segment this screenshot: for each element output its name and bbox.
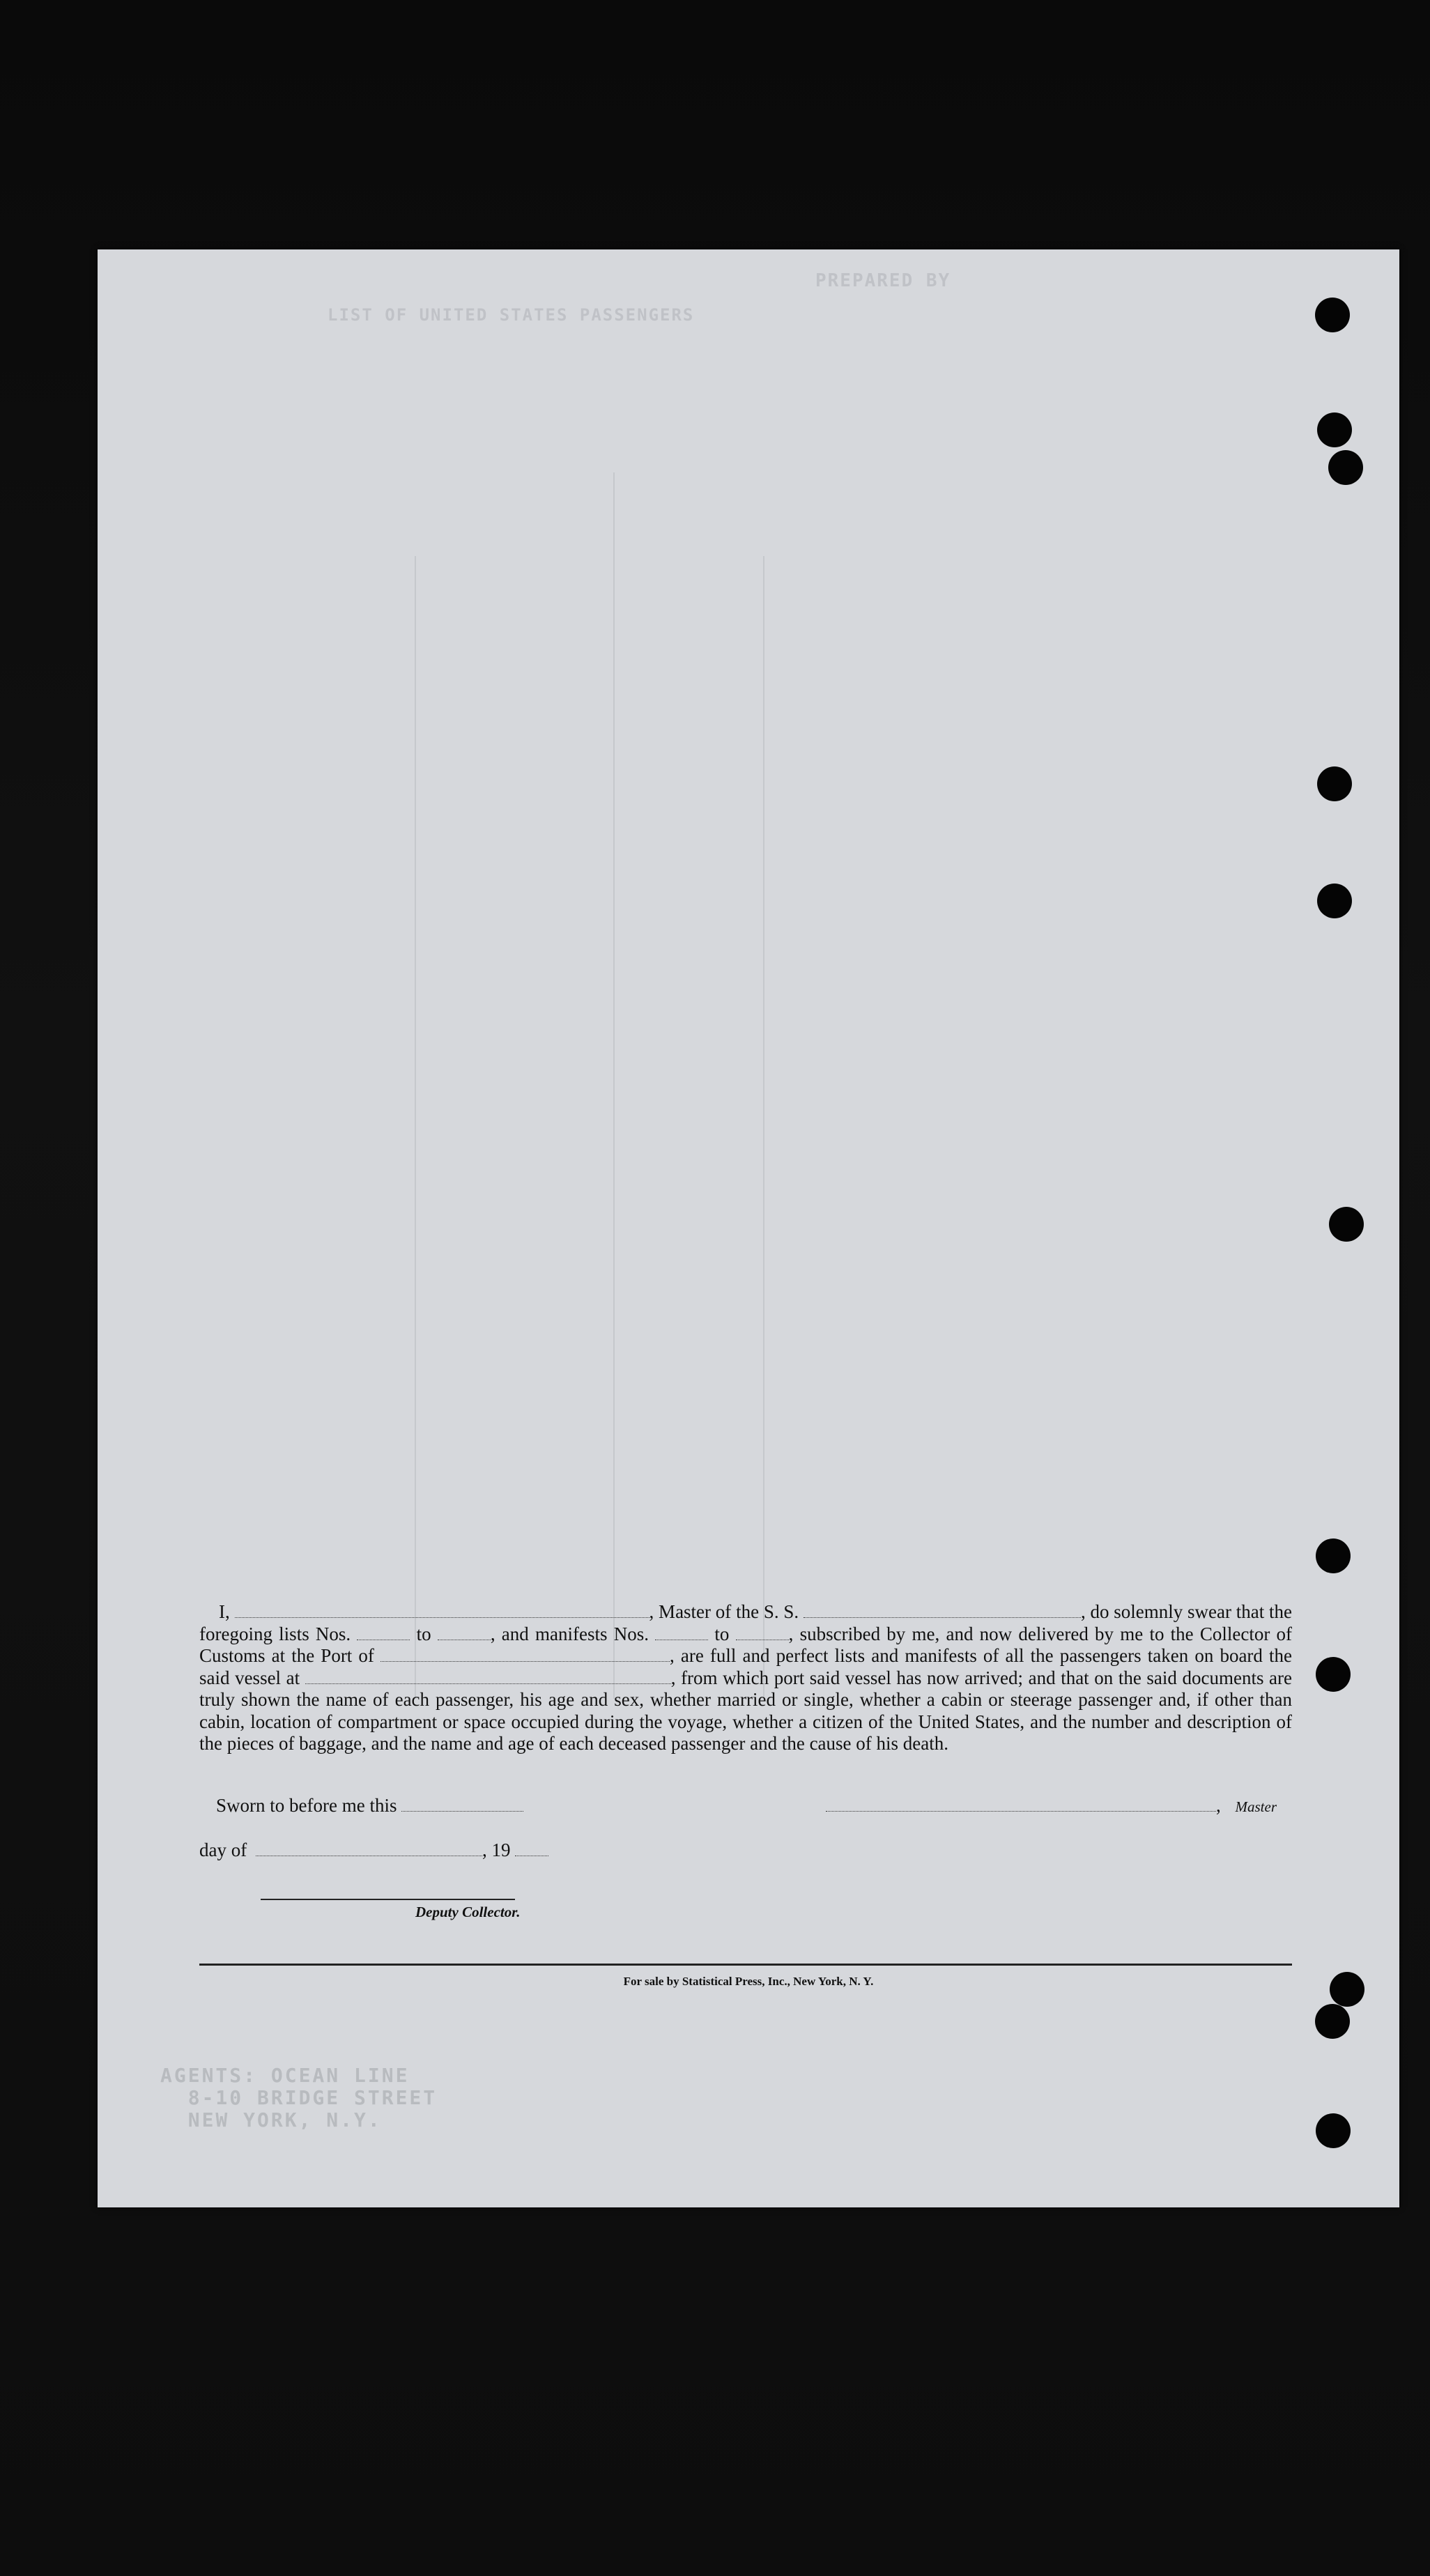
agents-stamp: AGENTS: OCEAN LINE 8-10 BRIDGE STREET NEW YORK, N.Y. — [160, 2064, 438, 2131]
punch-hole — [1329, 1207, 1364, 1242]
day-of-label: day of — [199, 1840, 247, 1860]
footer-rule — [199, 1964, 1292, 1966]
punch-hole — [1317, 766, 1352, 801]
manifests-from-field — [655, 1626, 708, 1640]
master-signature-line — [826, 1797, 1216, 1812]
year-prefix: , 19 — [482, 1840, 511, 1860]
bleed-through-text-heading: LIST OF UNITED STATES PASSENGERS — [328, 305, 695, 325]
punch-hole — [1317, 412, 1352, 447]
punch-hole — [1315, 298, 1350, 332]
master-label: Master — [1235, 1798, 1277, 1815]
year-field — [515, 1842, 548, 1856]
punch-hole — [1328, 450, 1363, 485]
deputy-collector-label: Deputy Collector. — [415, 1904, 521, 1920]
sworn-date-field — [401, 1797, 523, 1812]
sworn-label: Sworn to before me this — [216, 1795, 397, 1816]
lists-to-field — [438, 1626, 491, 1640]
bleed-through-column-line — [763, 556, 764, 1699]
day-of-field — [256, 1842, 482, 1856]
deputy-signature-line — [261, 1899, 515, 1900]
bleed-through-column-line — [613, 472, 615, 1699]
master-name-field — [235, 1603, 649, 1618]
punch-hole — [1330, 1972, 1364, 2007]
punch-hole — [1316, 2113, 1351, 2148]
punch-hole — [1316, 1657, 1351, 1692]
publisher-note: For sale by Statistical Press, Inc., New York, N. Y. — [623, 1975, 874, 1988]
manifest-page — [98, 249, 1399, 2207]
bleed-through-text-top: PREPARED BY — [815, 270, 951, 291]
lists-from-field — [357, 1626, 410, 1640]
ship-name-field — [804, 1603, 1081, 1618]
sworn-row — [216, 1795, 523, 1817]
port-of-departure-field — [305, 1669, 671, 1684]
port-of-arrival-field — [380, 1647, 670, 1662]
punch-hole — [1315, 2004, 1350, 2039]
manifests-to-field — [736, 1626, 789, 1640]
punch-hole — [1317, 884, 1352, 918]
day-of-row — [199, 1840, 548, 1861]
bleed-through-column-line — [415, 556, 416, 1699]
master-signature-row: , Master — [826, 1795, 1277, 1817]
punch-hole — [1316, 1538, 1351, 1573]
master-oath-paragraph: I, , Master of the S. S. , do solemnly swear that the foregoing lists Nos. to , and manifests Nos. to , subscribed by me, and now delivered by me to the Collector of Customs at the Port of , are full and perfect lists and manifests of all the passengers taken on board the said vessel at , from which port said vessel has now arrived; and that on the said documents are truly shown the name of each passenger, his age and sex, whether married or single, whether a cabin or steerage passenger and, if other than cabin, location of compartment or space occupied during the voyage, whether a citizen of the United States, and the number and description of the pieces of baggage, and the name and age of each deceased passenger and the cause of his death. — [199, 1601, 1293, 1754]
